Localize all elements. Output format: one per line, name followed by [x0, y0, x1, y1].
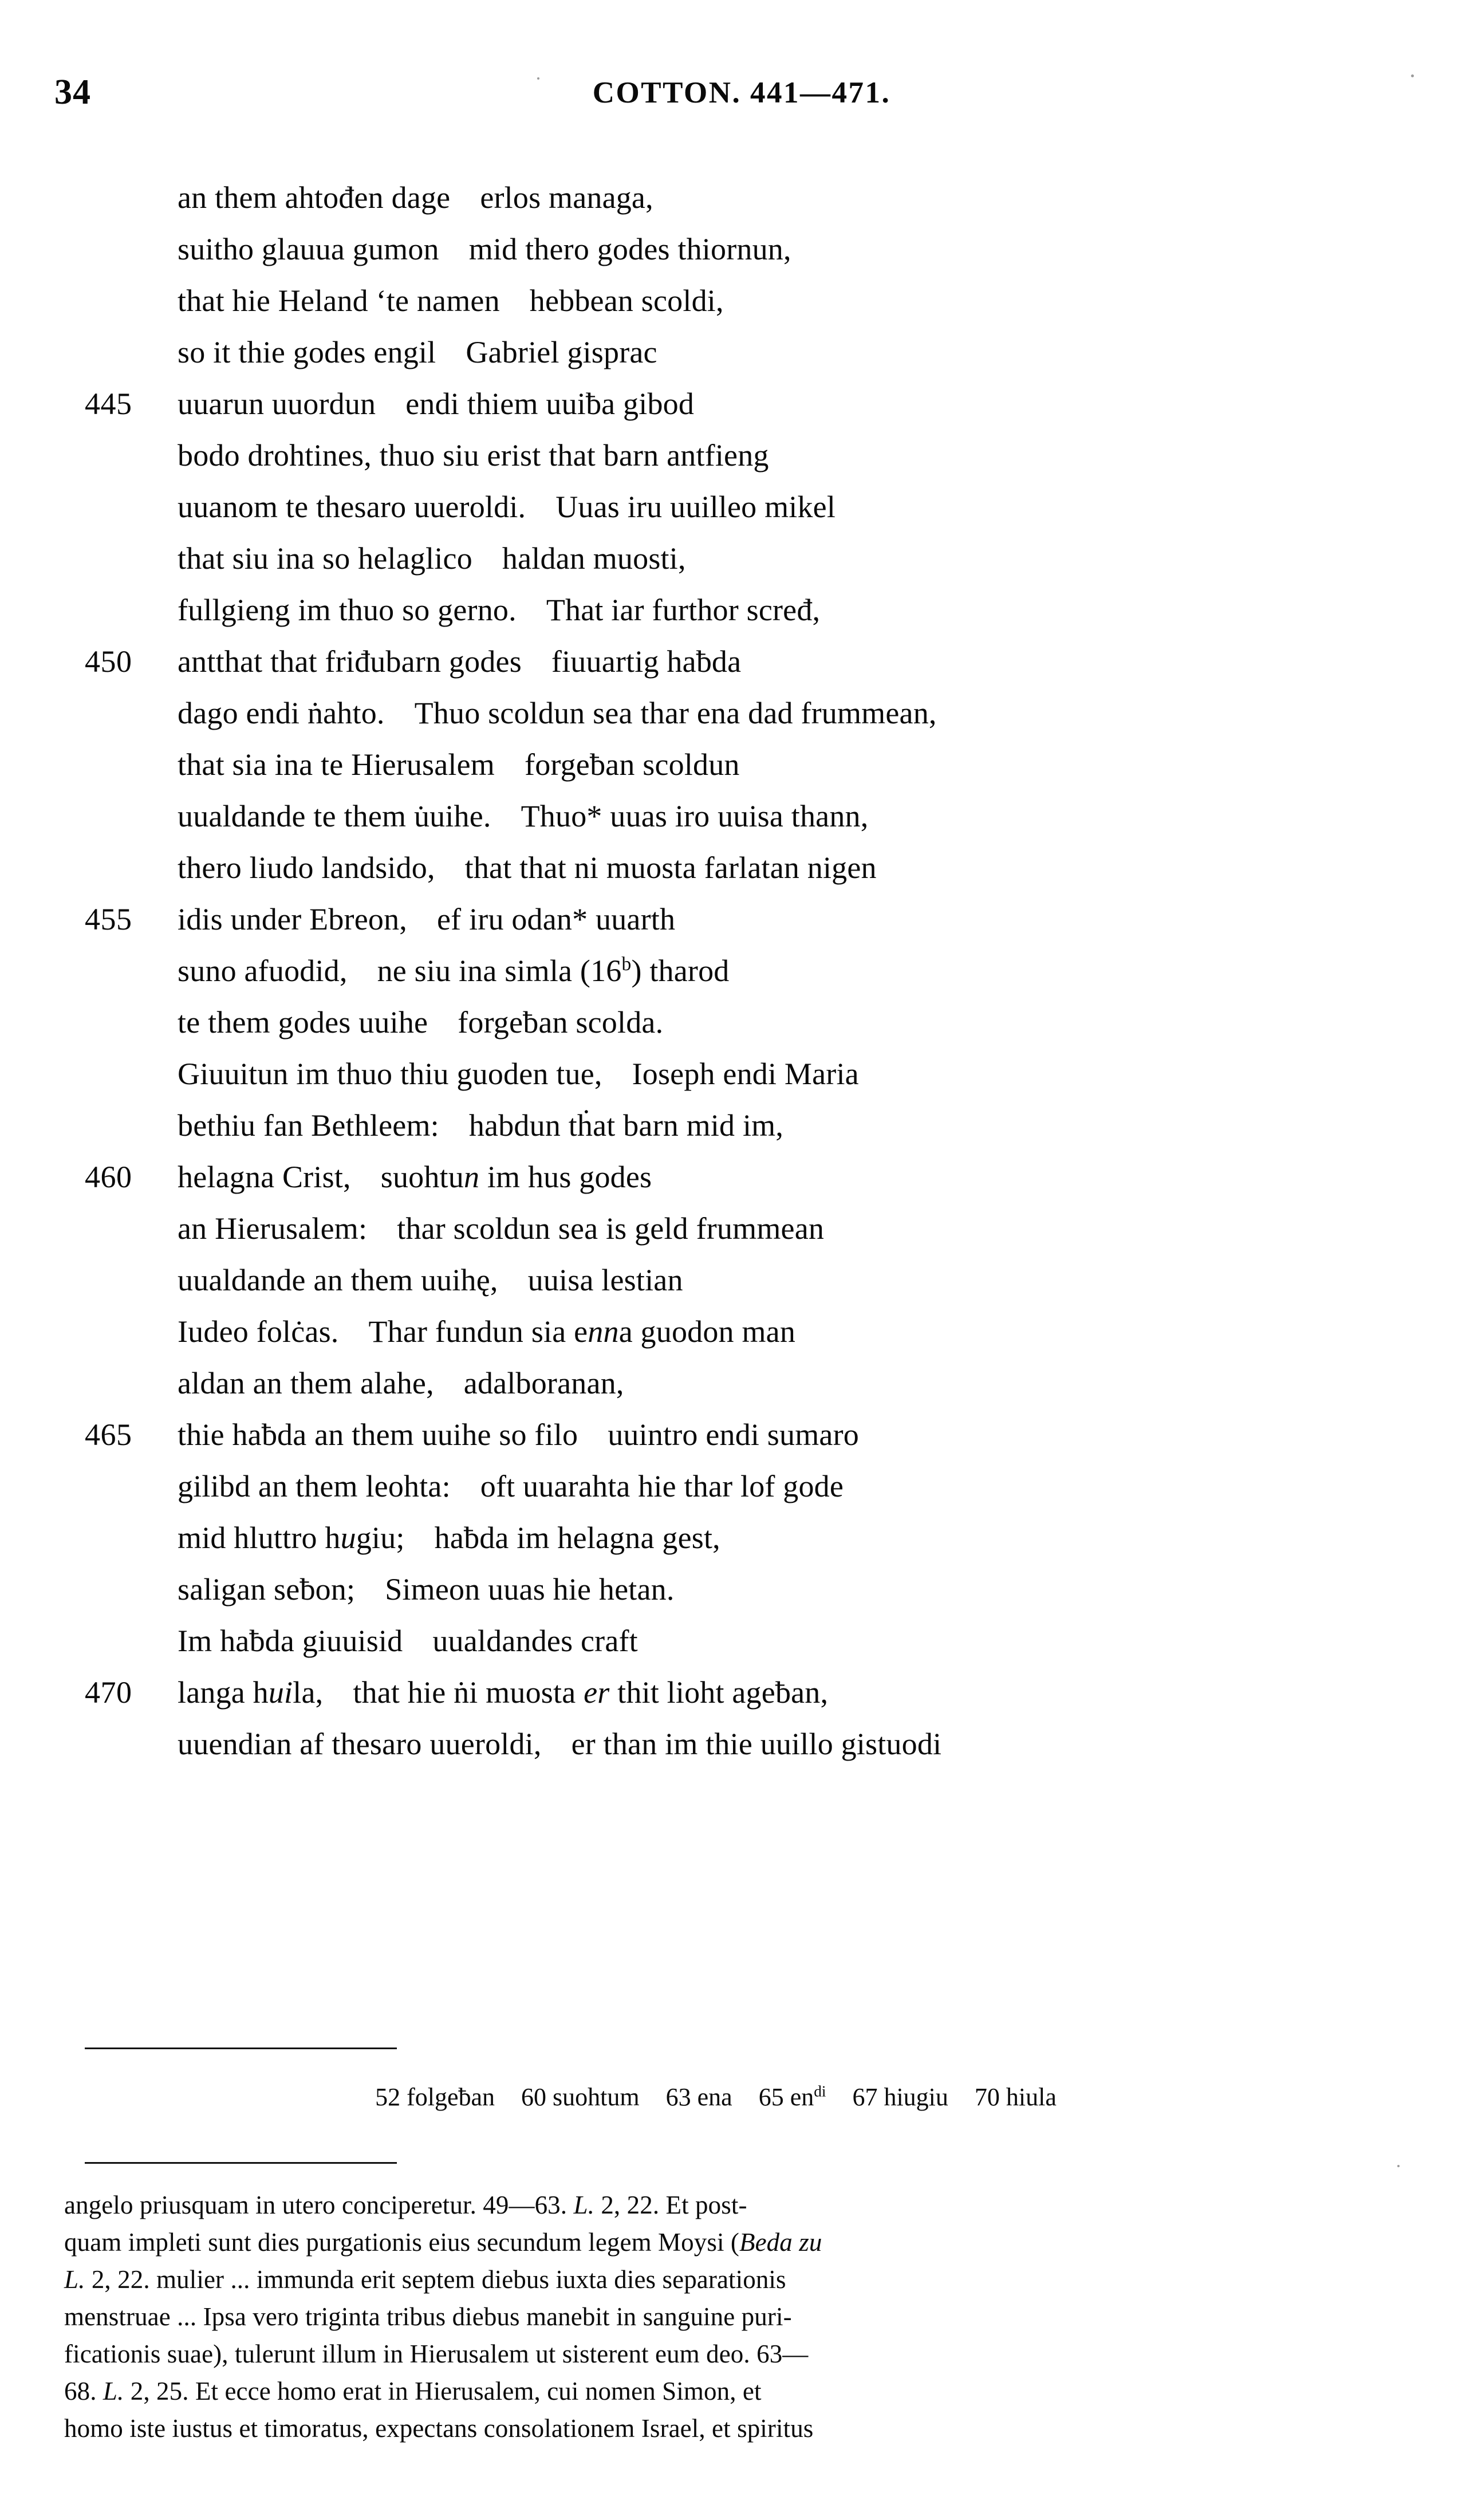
note-line: 68. L. 2, 25. Et ecce homo erat in Hierusalem, cui nomen Simon, et [64, 2377, 762, 2405]
verse-line-number: 450 [85, 644, 132, 679]
verse-line [0, 636, 1466, 687]
note-line: ficationis suae), tulerunt illum in Hierusalem ut sisterent eum deo. 63— [64, 2340, 809, 2368]
verse-line [0, 1357, 1466, 1409]
verse-line-text: uuanom te thesaro uueroldi. Uuas iru uuilleo mikel [178, 490, 836, 524]
verse-block [0, 172, 1466, 1770]
verse-line [0, 584, 1466, 636]
verse-line-text: saligan seƀon; Simeon uuas hie hetan. [178, 1572, 675, 1606]
apparatus-entry [759, 2083, 826, 2111]
verse-line-text: thero liudo landsido, that that ni muosta farlatan nigen [178, 850, 877, 885]
note-line: homo iste iustus et timoratus, expectans consolationem Israel, et spiritus [64, 2414, 814, 2443]
verse-line [0, 1409, 1466, 1460]
notes-divider-rule [85, 2162, 397, 2164]
verse-line-text: aldan an them alahe, adalboranan, [178, 1366, 624, 1400]
running-head-title: COTTON. 441—471. [592, 76, 891, 109]
verse-line [0, 1615, 1466, 1667]
verse-line-text: bethiu fan Bethleem: habdun tḣat barn mid im, [178, 1108, 784, 1143]
note-line: L. 2, 22. mulier ... immunda erit septem diebus iuxta dies separationis [64, 2265, 786, 2294]
verse-line [0, 223, 1466, 275]
verse-line [0, 790, 1466, 842]
verse-line [0, 1100, 1466, 1151]
verse-line [0, 997, 1466, 1048]
verse-line [0, 1254, 1466, 1306]
verse-line-text: Giuuitun im thuo thiu guoden tue, Ioseph endi Maria [178, 1057, 859, 1091]
verse-line-text: suno afuodid, ne siu ina simla (16$^b$) tharod [178, 954, 730, 988]
apparatus-entry [666, 2083, 732, 2111]
verse-line [0, 378, 1466, 430]
verse-line-text: uuarun uuordun endi thiem uuiƀa gibod [178, 387, 695, 421]
apparatus-reading: en [790, 2083, 814, 2111]
page-number: 34 [54, 73, 91, 112]
verse-line-text: te them godes uuihe forgeƀan scolda. [178, 1005, 664, 1040]
verse-line [0, 893, 1466, 945]
scan-speck [1397, 2165, 1400, 2167]
apparatus-reading: hiula [1006, 2083, 1057, 2111]
verse-line-text: Im haƀda giuuisid uualdandes craft [178, 1624, 638, 1658]
verse-line-text: uualdande an them uuihę, uuisa lestian [178, 1263, 683, 1297]
verse-line-text: langa huila, that hie ṅi muosta er thit lioht ageƀan, [178, 1675, 829, 1710]
verse-line-text: thie haƀda an them uuihe so filo uuintro endi sumaro [178, 1418, 859, 1452]
apparatus-reading: folgeƀan [407, 2083, 495, 2111]
running-head [0, 74, 1466, 126]
note-line: angelo priusquam in utero conciperetur. 49—63. L. 2, 22. Et post- [64, 2191, 747, 2219]
apparatus-reading: hiugiu [884, 2083, 948, 2111]
apparatus-divider-rule [85, 2048, 397, 2049]
verse-line-text: uualdande te them u̇uihe. Thuo* uuas iro uuisa thann, [178, 799, 869, 833]
verse-line-number: 460 [85, 1160, 132, 1194]
verse-line-text: idis under Ebreon, ef iru odan* uuarth [178, 902, 676, 936]
verse-line [0, 842, 1466, 893]
verse-line-text: suitho glauua gumon mid thero godes thiornun, [178, 232, 791, 266]
verse-line [0, 1203, 1466, 1254]
verse-line-number: 455 [85, 902, 132, 936]
verse-line-text: that sia ina te Hierusalem forgeƀan scoldun [178, 747, 740, 782]
verse-line [0, 1048, 1466, 1100]
verse-line-text: Iudeo folċas. Thar fundun sia enna guodon man [178, 1314, 796, 1349]
verse-line [0, 430, 1466, 481]
verse-line [0, 1151, 1466, 1203]
verse-line [0, 533, 1466, 584]
verse-line-text: fullgieng im thuo so gerno. That iar furthor scređ, [178, 593, 821, 627]
verse-line-text: so it thie godes engil Gabriel gisprac [178, 335, 657, 369]
verse-line-text: dago endi ṅahto. Thuo scoldun sea thar ena dad frummean, [178, 696, 937, 730]
verse-line [0, 275, 1466, 326]
verse-line [0, 172, 1466, 223]
apparatus-entry [975, 2083, 1057, 2111]
apparatus-line-number: 67 [852, 2083, 878, 2111]
verse-line-text: bodo drohtines, thuo siu erist that barn antfieng [178, 438, 769, 472]
verse-line [0, 687, 1466, 739]
verse-line [0, 481, 1466, 533]
verse-line-text: uuendian af thesaro uueroldi, er than im thie uuillo gistuodi [178, 1727, 942, 1761]
verse-line [0, 326, 1466, 378]
note-line: quam impleti sunt dies purgationis eius secundum legem Moysi (Beda zu [64, 2228, 822, 2257]
apparatus-line-number: 52 [375, 2083, 401, 2111]
verse-line-number: 465 [85, 1418, 132, 1452]
apparatus-entry [852, 2083, 948, 2111]
verse-line-text: that siu ina so helaglico haldan muosti, [178, 541, 686, 576]
apparatus-reading: ena [697, 2083, 732, 2111]
verse-line [0, 739, 1466, 790]
verse-line [0, 1564, 1466, 1615]
verse-line [0, 1718, 1466, 1770]
verse-line-text: an them ahtođen dage erlos managa, [178, 180, 653, 215]
note-line: menstruae ... Ipsa vero triginta tribus diebus manebit in sanguine puri- [64, 2302, 792, 2331]
apparatus-reading: suohtum [553, 2083, 640, 2111]
latin-source-notes [64, 2187, 1408, 2447]
scan-speck [537, 77, 539, 80]
verse-line-text: mid hluttro hugiu; haƀda im helagna gest, [178, 1521, 720, 1555]
apparatus-line-number: 63 [665, 2083, 691, 2111]
verse-line-text: antthat that friđubarn godes fiuuartig haƀda [178, 644, 742, 679]
verse-line [0, 1460, 1466, 1512]
verse-line-number: 470 [85, 1675, 132, 1710]
verse-line [0, 1667, 1466, 1718]
apparatus-line-number: 65 [758, 2083, 784, 2111]
verse-line-text: an Hierusalem: thar scoldun sea is geld frummean [178, 1211, 825, 1246]
verse-line [0, 945, 1466, 997]
verse-line-text: that hie Heland ʻte namen hebbean scoldi, [178, 284, 724, 318]
verse-line-text: gilibd an them leohta: oft uuarahta hie thar lof gode [178, 1469, 844, 1503]
verse-line [0, 1512, 1466, 1564]
apparatus-entry [375, 2083, 495, 2111]
apparatus-entry [521, 2083, 640, 2111]
verse-line-text: helagna Crist, suohtun im hus godes [178, 1160, 652, 1194]
scan-speck [1411, 74, 1414, 77]
apparatus-line-number: 60 [521, 2083, 547, 2111]
critical-apparatus [0, 2077, 1466, 2118]
verse-line [0, 1306, 1466, 1357]
verse-line-number: 445 [85, 387, 132, 421]
apparatus-superscript: di [814, 2082, 826, 2100]
apparatus-line-number: 70 [974, 2083, 1000, 2111]
